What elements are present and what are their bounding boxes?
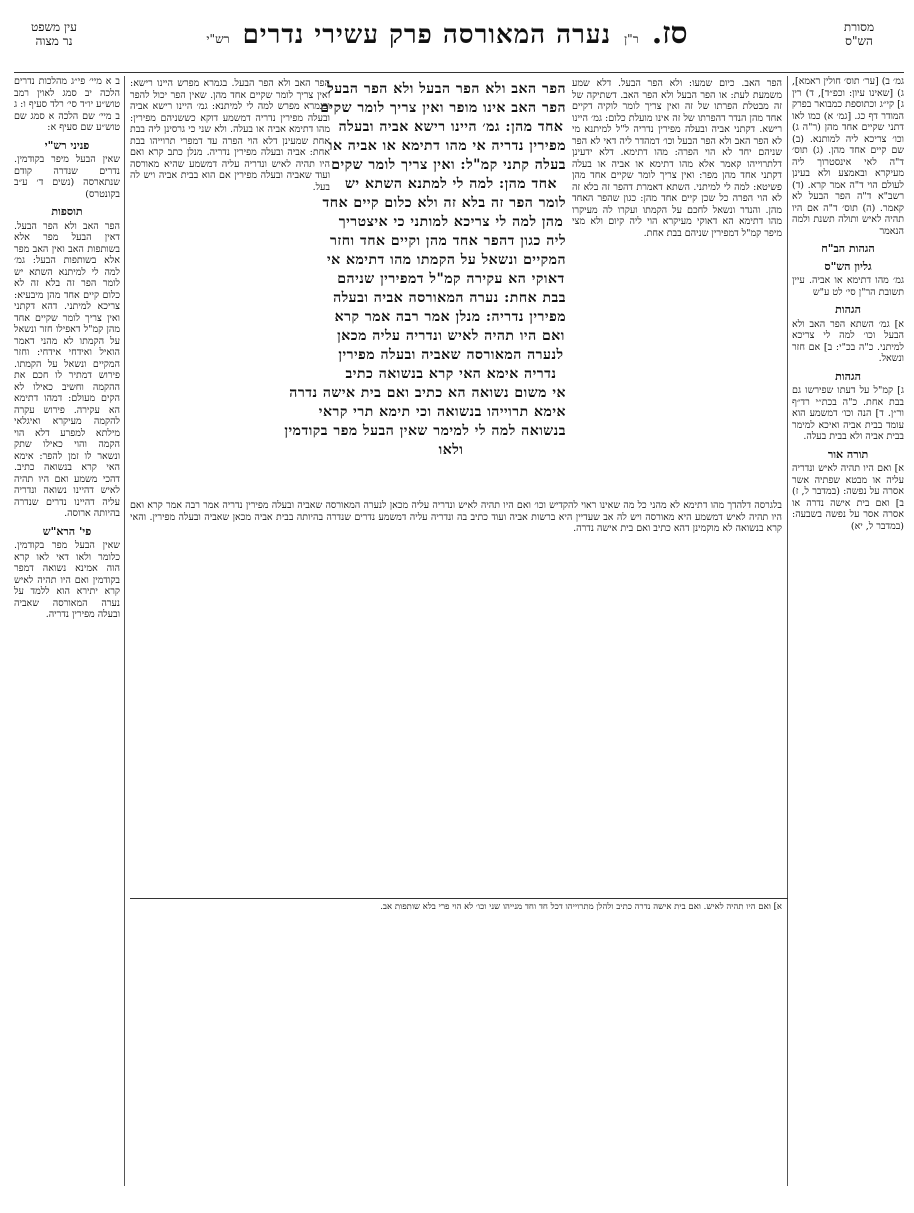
- rashi-text: הפר האב. כיום שמעו: ולא הפר הבעל. דלא שמע משמעת לעת: או הפר הבעל ולא הפר האב. דשתיקה של זה מבטלת הפרתו של זה ואין צריך לומר לוקיה דקיים אחד מהן הנדר דהפרתו של זה אינו מועלת כלום: גמ׳ היינו רישא. דקתני אביה ובעלה מפירין נדריה ל"ל למיתנא מי לא הפר האב ולא הפר הבעל וכו׳ דמהדר ליה דאי לא הפר שניהם יחד לא הוי הפרה: מהו דתימא. דלא ידעינן דלתרוייהו קאמר אלא מהו דתימא או אביה או בעלה דקתני אחד מהן מפר: ואין צריך לומר שקיים אחד מהן פשיטא: למה לי למיתני. השתא דאמרת דהפר זה בלא זה לא הוי הפרה כל שכן קיים אחד מהן: כגון שהפר האחד מהן. והנדר ונשאל לחכם על הקמתו ועקרו לה מעיקרו מהו דתימא הא דאוקי מעיקרא הוי ליה קיום ולא מצי מיפר קמ"ל דמפירין שניהם בבת אחת.: [572, 78, 782, 239]
- pnei-rashi-heading: פניני רש"י: [44, 138, 90, 152]
- gilyon-hashas-text: גמ׳ מהו דתימא או אביה. עיין תשובת הר"ן סי׳ לט ע"ש: [792, 275, 904, 298]
- talmud-page: [14, 10, 904, 1205]
- ein-mishpat-label: עין משפט נר מצוה: [31, 20, 77, 48]
- gemara-line: בנשואה למה לי למימר שאין הבעל מפר בקודמין: [284, 423, 566, 439]
- gemara-line: הפר האב אינו מופר ואין צריך לומר שקים: [320, 100, 566, 116]
- header-center: [174, 16, 734, 51]
- gemara-line: מפירין נדריה: מנלן אמר רבה אמר קרא: [334, 309, 566, 325]
- bottom-notes-text: א] ואם היו תהיה לאיש. ואם בית אישה נדרה כתיב ולהלן מתרוייהו דכל חד וחד מנייהו שני וכו׳ לא הוי פרי בלא שותפות אב.: [380, 902, 782, 912]
- gemara-line: אי משום נשואה הא כתיב ואם בית אישה נדרה: [289, 385, 566, 401]
- left-margin-column: [14, 76, 120, 1186]
- gemara-line: בעלה קתני קמ"ל: ואין צריך לומר שקים: [331, 157, 566, 173]
- gemara-line: לנערה המאורסה שאביה ובעלה מפירין: [338, 347, 564, 363]
- gemara-line: דאוקי הא עקירה קמ"ל דמפירין שניהם: [337, 271, 565, 287]
- hagahot-heading: הגהות: [835, 303, 861, 316]
- gemara-line: אחד מהן: גמ׳ היינו רישא אביה ובעלה: [338, 119, 564, 135]
- ran-continuation-text: בלגרסה דלהדך מהו דתימא לא מהני כל מה שאינו ראוי להקדיש וכו׳ ואם היו תהיה לאיש ונדריה עליה מכאן לנערה המאורסה שאביה ובעלה מפירין נדריה אמר רבה אמר קרא ואם היו תהיה לאיש דמשמע היא מאורסה ויש לה אב שעדיין היא ברשות אביה ועוד כתיב בה ונדריה עליה דמשמע נדרים שנדרה בהיותה בבית אביה מכאן שאביה ובעלה מפירין. והאי קרא בנשואה לא מוקמינן דהא כתיב ואם בית אישה נדרה.: [130, 500, 782, 534]
- gemara-line: אחד מהן: למה לי למתנא השתא יש: [345, 176, 557, 192]
- gemara-line: מהן למה לי צריכא למותני כי איצטריך: [338, 214, 564, 230]
- pi-harash-text: שאין הבעל מפר בקודמין. כלומר ולאו דאי לאו קרא הוה אמינא נשואה דמפר בקודמין ואם היו תהיה לאיש קרא יתירא הוא ללמד על נערה המאורסה שאביה ובעלה מפירין נדריה.: [14, 540, 120, 620]
- gemara-column: [284, 80, 566, 480]
- gemara-line: הפר האב ולא הפר הבעל ולא הפר הבעל: [327, 81, 566, 97]
- tosafot-text: הפר האב ולא הפר הבעל. דאין הבעל מפר אלא בשותפות האב ואין האב מפר אלא בשותפות הבעל: גמ׳ למה לי למיתנא השתא יש לומר הפר זה בלא זה לא כלום קיים אחד מהן מיבעיא: צריכא למיתני. דהא דקתני ואין צריך לומר שקיים אחד מהן קמ"ל דאפילו חזר ונשאל על הקמתו לא מהני דאמר הואיל ואידחי אידחי: וחזר המקיים ונשאל על הקמתו. פירוש דמתיר לו חכם את ההקמה וחשיב כאילו לא הקים מעולם: דמהו דתימא הא עקירה. פירוש עקרה להקמה מעיקרא ואיגלאי מילתא למפרע דלא הוי הקמה והוי כאילו שתק ונשאר לו זמן להפר: אימא האי קרא בנשואה כתיב. דהכי משמע ואם היו תהיה לאיש דהיינו נשואה ונדריה עליה דהיינו נדרים שנדרה בהיותה ארוסה.: [14, 220, 120, 519]
- masoret-hashas-label: מסורת הש"ס: [843, 20, 875, 48]
- right-margin-rule: [787, 76, 788, 1186]
- pi-harash-heading: פי' הרא"ש: [42, 524, 92, 538]
- gilyon-hashas-heading: גליון הש"ס: [824, 259, 872, 273]
- gemara-line: המקיים ונשאל על הקמתו מהו דתימא אי: [326, 252, 566, 268]
- ran-continuation: [130, 500, 782, 895]
- daf-number: סז.: [651, 16, 688, 51]
- gemara-line: ולאו: [438, 442, 464, 458]
- tosafot-heading: תוספות: [51, 205, 83, 218]
- right-margin-column: [792, 76, 904, 956]
- left-margin-rule: [124, 76, 125, 1186]
- gemara-line: מפירין נדריה אי מהו דתימא או אביה או: [328, 138, 566, 154]
- ein-mishpat-text: ב א מיי׳ פי״ג מהלכות נדרים הלכה יב סמג לאוין רמב טוש״ע יו״ד סי׳ רלד סעיף ו: ג ב מיי׳ שם הלכה א סמג שם טוש״ע שם סעיף א:: [14, 76, 120, 133]
- gemara-line: ליה כגון דהפר אחד מהן וקיים אחד וחזר: [329, 233, 566, 249]
- ran-text: הפר האב ולא הפר הבעל. בגמרא מפרש היינו רישא: ואין צריך לומר שקיים אחד מהן. שאין הפר יכול להפר ובגמרא מפרש למה לי למיתנא: גמ׳ היינו רישא אביה ובעלה מפירין נדריה דמשמע דוקא כששניהם מפירין: מהו דתימא אביה או בעלה. ולא שני כי גרסינן ליה בבת אחת שמעינן דלא הוי הפרה עד דמפרי תרוייהו בבת אחת: אביה ובעלה מפירין נדריה. מנלן כתב קרא ואם היו תהיה לאיש ונדריה עליה דמשמע שהיא מאורסה ועוד שאביה ובעלה מפירין אם הוא בבית אביה ויש לה בעל.: [130, 78, 330, 193]
- header-rule: [14, 72, 904, 73]
- hagahot-habach-heading: הגהות הב"ח: [821, 242, 875, 255]
- chapter-title: נערה המאורסה פרק עשירי נדרים: [242, 20, 612, 50]
- hagahot-text: א] גמ׳ השתא הפר האב ולא הבעל וכו׳ למה לי צריכא למיתני. כ"ה בכ"י: ב] אם חזר ונשאל.: [792, 318, 904, 364]
- gemara-line: ואם היו תהיה לאיש ונדריה עליה מכאן: [337, 328, 565, 344]
- gemara-line: בבת אחת: נערה המאורסה אביה ובעלה: [333, 290, 566, 306]
- torah-or-text: א] ואם היו תהיה לאיש ונדריה עליה או מבטא שפתיה אשר אסרה על נפשה: (במדבר ל, ז) ב] ואם בית אישה נדרה או אסרה אסר על נפשה בשבעה: (במדבר ל, יא): [792, 463, 904, 532]
- gemara-line: אימא תרוייהו בנשואה וכי תימא תרי קראי: [318, 404, 566, 420]
- ran-label: ר"ן: [624, 32, 639, 46]
- hagahot-heading-2: הגהות: [835, 369, 861, 383]
- gemara-line: לומר הפר זה בלא זה ולא כלום קיים אחד: [322, 195, 566, 211]
- bottom-commentary: [130, 902, 782, 1192]
- gemara-line: נדריה אימא האי קרא בנשואה כתיב: [345, 366, 557, 382]
- ran-column: [130, 78, 330, 498]
- bottom-rule: [130, 898, 788, 899]
- hagahot-text-2: ג] קמ"ל על דעתו שפירשו גם בבת אחת. כ"ה בכת״י רד״ף ור״ן. ד] הנה וכו׳ דמשמע הוא עומד בבית אביה ואיכא למימר בבית אביה ולא בבית בעלה.: [792, 385, 904, 442]
- page-header: [14, 14, 904, 76]
- masoret-notes: גמ׳ ב) [ער׳ תוס׳ חולין ראמא], ג) [שאינו עיון: וכפ״ד], ד) רין ג] קי״ג וכתוספת כמבואר בפרק המודר דף כג. [גמ׳ א) כמו לאו דתני שקיים אחד מהן (ר"ה ג) וכו׳ צריכא ליה למותנא. (ב) שם קיים אחד מהן. (ג) תוס׳ ד"ה לאי אינסטרוך ליה מעיקרא ובאמצע ולא בעינן לעולם הוי ד"ה אמר קרא. (ד) רשב"א ד"ה הפר הבעל לא קאמר. (ה) תוס׳ ד"ה אם היו תהיה לאיש ותולה תשנת ולמה הנאמר: [792, 76, 904, 237]
- pnei-rashi-text: שאין הבעל מיפר בקודמין. נדרים שנדרה קודם שנתארסה (נשים ד׳ ע״ב בקונטרס): [14, 154, 120, 200]
- rashi-label: רש"י: [206, 32, 230, 46]
- rashi-column: [572, 78, 782, 498]
- torah-or-heading: תורה אור: [827, 447, 869, 461]
